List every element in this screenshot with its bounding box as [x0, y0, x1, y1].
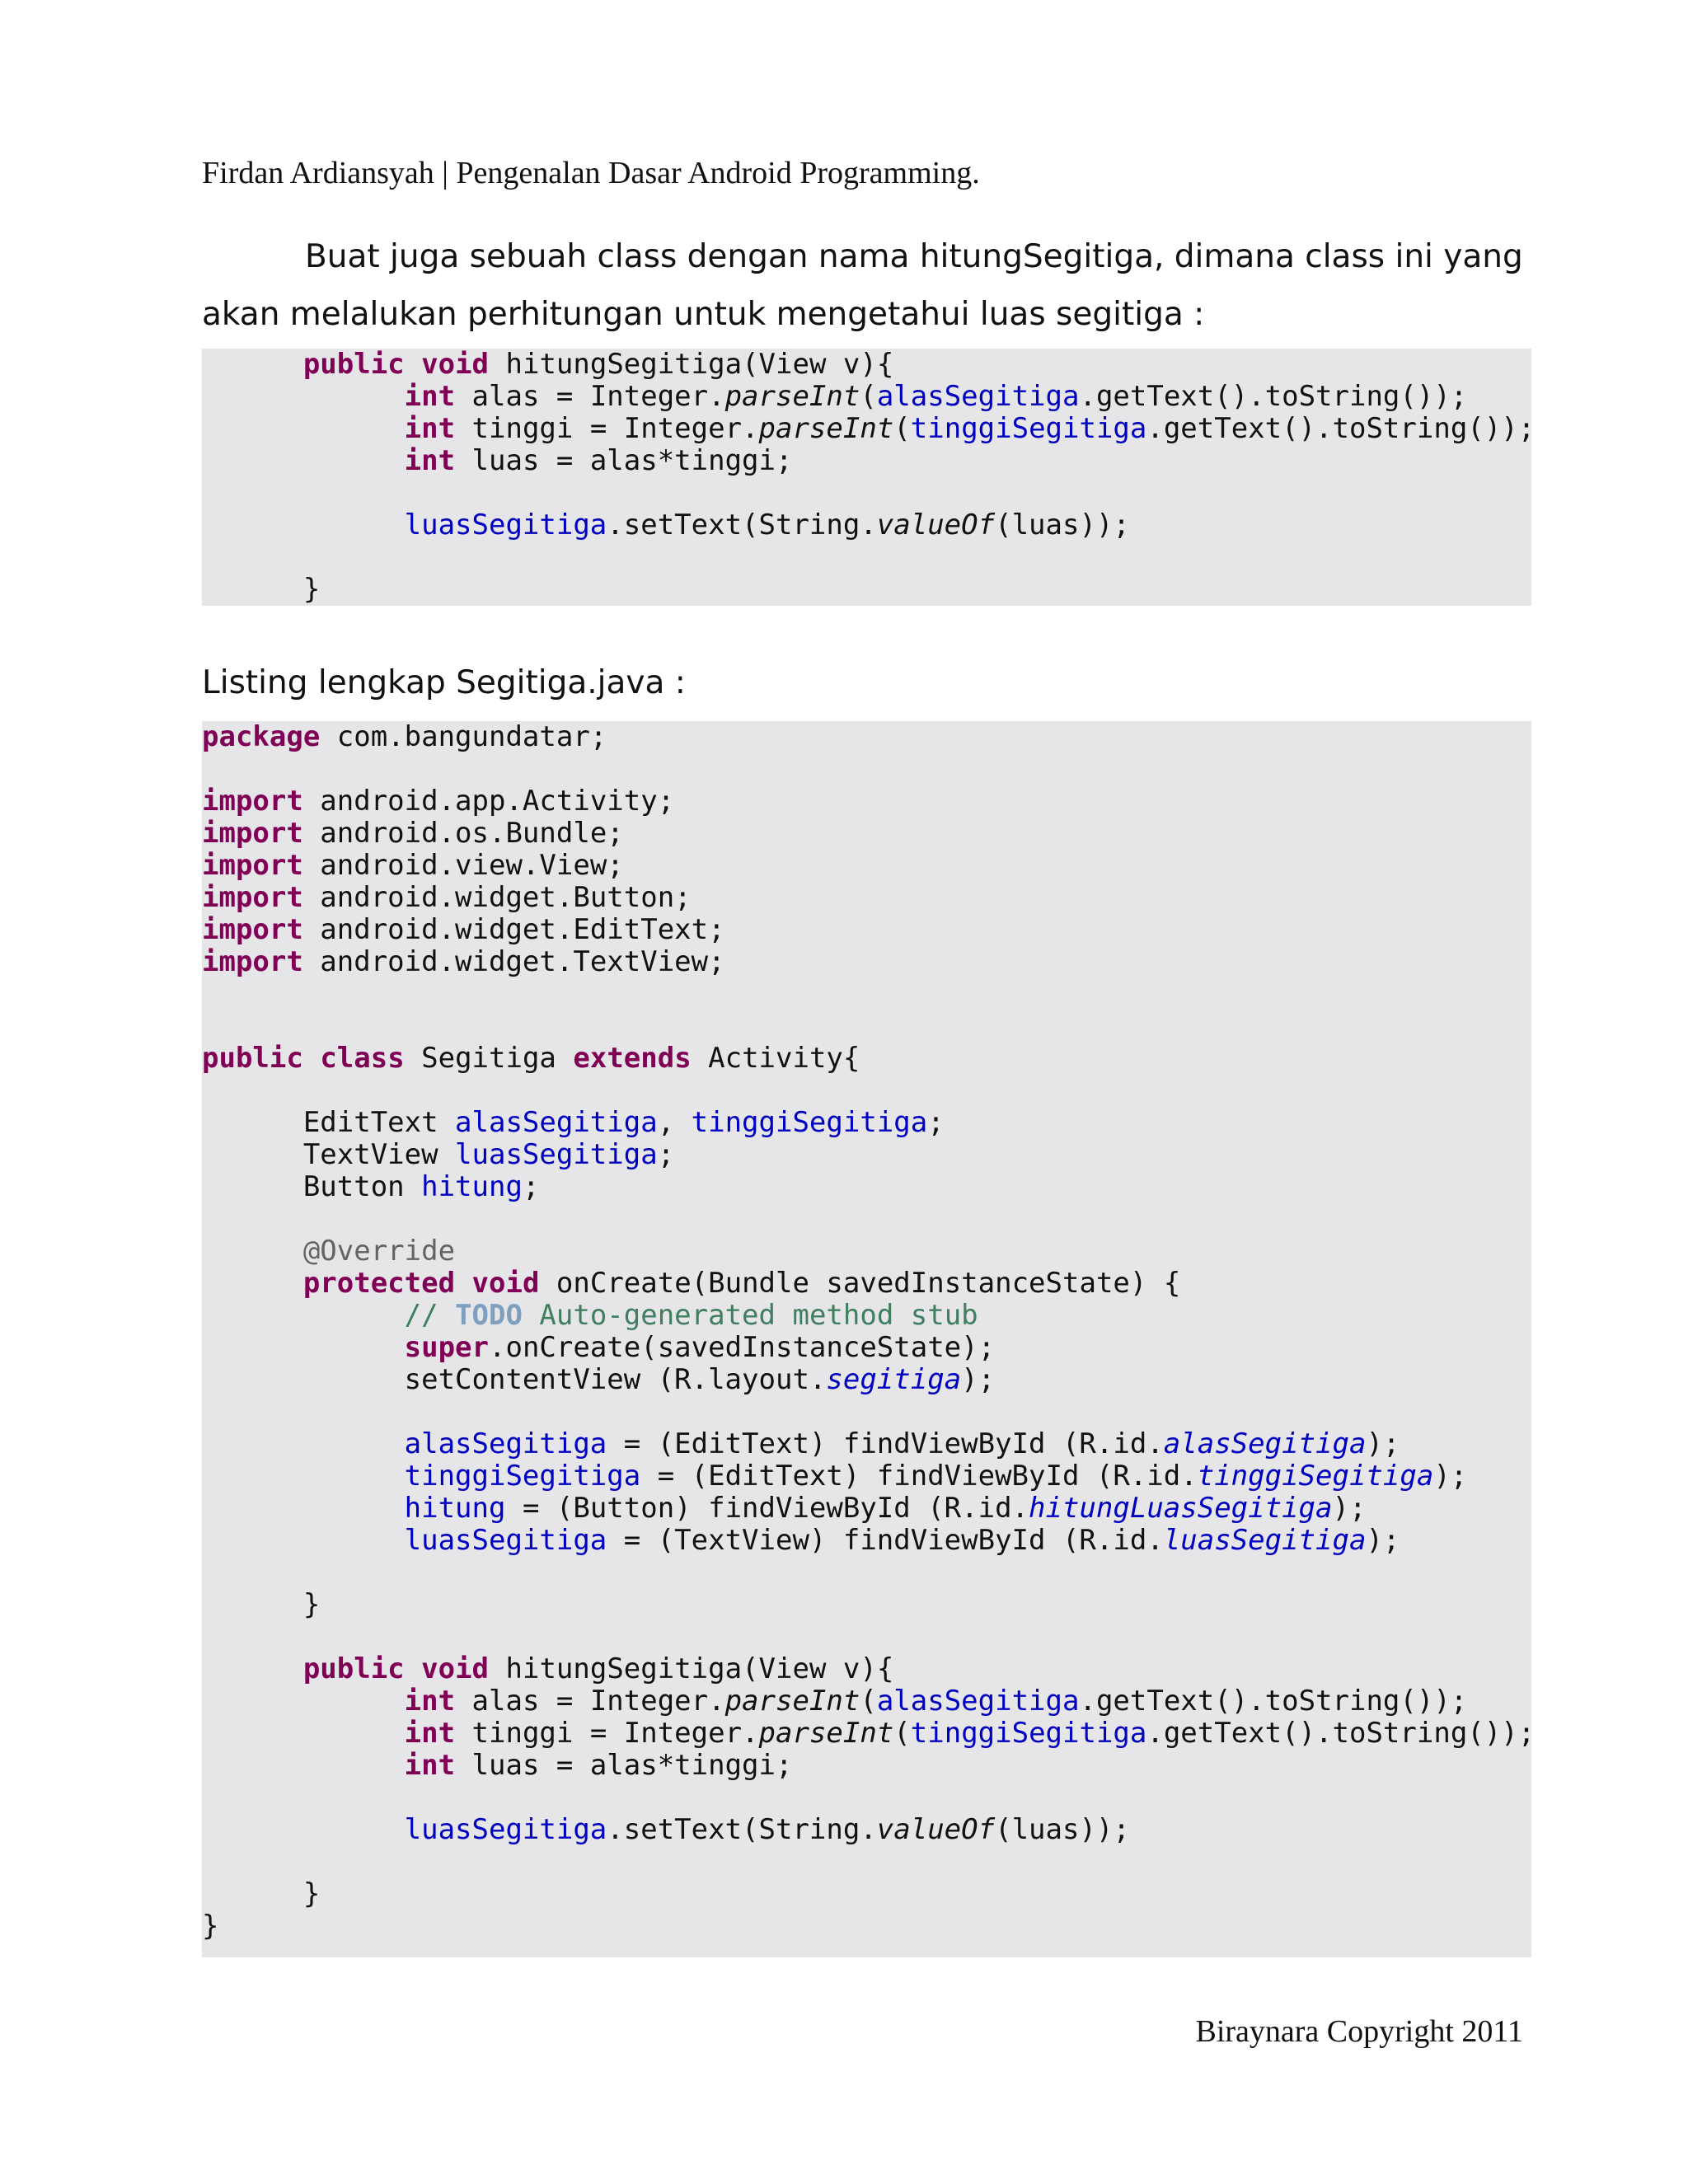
code-keyword: void: [471, 1267, 540, 1300]
code-text: [202, 1460, 405, 1493]
code-field: tinggiSegitiga: [404, 1460, 641, 1493]
code-line: [202, 349, 1535, 381]
code-static-method: parseInt: [758, 412, 894, 445]
code-line: [202, 1364, 1535, 1396]
code-line: [202, 1075, 1535, 1107]
intro-paragraph: [202, 228, 1537, 344]
code-line: [202, 1396, 1535, 1428]
code-line: [202, 1493, 1535, 1525]
code-line: [202, 1718, 1535, 1750]
code-line: [202, 1782, 1535, 1814]
code-text: Activity{: [691, 1042, 860, 1075]
code-text: }: [202, 1910, 219, 1943]
code-line: [202, 1750, 1535, 1782]
code-field: luasSegitiga: [404, 509, 607, 541]
code-text: [202, 1652, 303, 1685]
code-field: tinggiSegitiga: [910, 1717, 1147, 1750]
code-line: [202, 1525, 1535, 1557]
code-text: ;: [522, 1170, 540, 1203]
code-text: [202, 509, 405, 541]
code-line: [202, 1846, 1535, 1878]
code-text: [202, 1717, 405, 1750]
code-text: .setText(String.: [607, 1813, 877, 1846]
code-keyword: int: [404, 1749, 456, 1782]
code-keyword: int: [404, 444, 456, 477]
code-keyword: public: [302, 1652, 405, 1685]
code-text: [202, 1267, 303, 1300]
code-text: EditText: [202, 1106, 456, 1139]
code-line: [202, 541, 1535, 574]
code-keyword: import: [202, 817, 303, 850]
code-keyword: protected: [302, 1267, 456, 1300]
code-text: = (Button) findViewById (R.id.: [505, 1492, 1029, 1525]
code-annotation: @Override: [302, 1235, 456, 1268]
page-header: Firdan Ardiansyah | Pengenalan Dasar Android Programming.: [202, 156, 980, 190]
code-line: [202, 978, 1535, 1010]
code-line: [202, 574, 1535, 606]
intro-text: Buat juga sebuah class dengan nama hitungSegitiga, dimana class ini yang akan melalukan perhitungan untuk mengetahui luas segitiga :: [202, 238, 1523, 333]
code-line: [202, 1653, 1535, 1685]
code-keyword: int: [404, 412, 456, 445]
code-line: [202, 413, 1535, 445]
code-text: Button: [202, 1170, 422, 1203]
code-text: [202, 444, 405, 477]
code-text: );: [1332, 1492, 1367, 1525]
code-text: .getText().toString());: [1146, 412, 1536, 445]
code-keyword: extends: [573, 1042, 692, 1075]
code-text: (: [893, 1717, 911, 1750]
code-text: [202, 1427, 405, 1460]
code-line: [202, 1814, 1535, 1846]
code-line: [202, 509, 1535, 541]
code-keyword: int: [404, 1685, 456, 1718]
code-text: android.widget.Button;: [302, 881, 692, 914]
code-field: alasSegitiga: [876, 1685, 1080, 1718]
code-line: [202, 1878, 1535, 1910]
code-static-field: luasSegitiga: [1163, 1524, 1367, 1557]
code-text: = (TextView) findViewById (R.id.: [607, 1524, 1164, 1557]
code-text: [202, 1331, 405, 1364]
code-text: (: [860, 380, 877, 413]
code-text: [202, 380, 405, 413]
code-line: [202, 1171, 1535, 1203]
code-line: [202, 1910, 1535, 1943]
code-text: }: [202, 1877, 321, 1910]
code-comment: //: [404, 1299, 456, 1332]
code-line: [202, 1043, 1535, 1075]
code-text: com.bangundatar;: [320, 720, 607, 753]
code-text: [202, 1492, 405, 1525]
code-field: tinggiSegitiga: [910, 412, 1147, 445]
code-line: [202, 850, 1535, 882]
code-text: .setText(String.: [607, 509, 877, 541]
code-listing: [202, 349, 1535, 606]
code-text: .onCreate(savedInstanceState);: [489, 1331, 996, 1364]
code-text: luas = alas*tinggi;: [455, 444, 793, 477]
code-text: (: [893, 412, 911, 445]
code-line: [202, 946, 1535, 978]
code-text: [455, 1267, 471, 1300]
code-line: [202, 1428, 1535, 1460]
code-text: [202, 348, 303, 381]
code-text: (luas));: [995, 1813, 1130, 1846]
code-text: hitungSegitiga(View v){: [489, 1652, 894, 1685]
code-text: Segitiga: [404, 1042, 574, 1075]
code-field: hitung: [421, 1170, 523, 1203]
code-keyword: int: [404, 380, 456, 413]
code-field: hitung: [404, 1492, 506, 1525]
code-field: alasSegitiga: [876, 380, 1080, 413]
code-text: [202, 1749, 405, 1782]
code-text: alas = Integer.: [455, 1685, 725, 1718]
code-text: luas = alas*tinggi;: [455, 1749, 793, 1782]
code-text: }: [202, 1588, 321, 1621]
code-static-field: segitiga: [826, 1363, 962, 1396]
code-line: [202, 914, 1535, 946]
code-line: [202, 1235, 1535, 1268]
code-line: [202, 721, 1535, 753]
code-line: [202, 1589, 1535, 1621]
code-text: [202, 412, 405, 445]
code-text: [405, 348, 421, 381]
code-text: android.widget.TextView;: [302, 945, 725, 978]
code-field: alasSegitiga: [404, 1427, 607, 1460]
code-field: alasSegitiga: [455, 1106, 658, 1139]
code-text: ;: [657, 1138, 675, 1171]
code-line: [202, 1557, 1535, 1589]
code-keyword: int: [404, 1717, 456, 1750]
code-text: [202, 1524, 405, 1557]
code-text: android.os.Bundle;: [302, 817, 624, 850]
code-keyword: void: [421, 1652, 490, 1685]
code-field: luasSegitiga: [455, 1138, 658, 1171]
code-text: = (EditText) findViewById (R.id.: [607, 1427, 1164, 1460]
code-todo-tag: TODO: [455, 1299, 523, 1332]
code-line: [202, 381, 1535, 413]
page-footer: Biraynara Copyright 2011: [1195, 2014, 1523, 2049]
code-text: );: [1366, 1427, 1400, 1460]
code-text: (luas));: [995, 509, 1130, 541]
code-text: .getText().toString());: [1146, 1717, 1536, 1750]
code-text: android.widget.EditText;: [302, 913, 725, 946]
code-line: [202, 477, 1535, 509]
code-text: [202, 1813, 405, 1846]
code-static-method: valueOf: [876, 509, 996, 541]
code-text: tinggi = Integer.: [455, 412, 759, 445]
code-line: [202, 445, 1535, 477]
code-text: onCreate(Bundle savedInstanceState) {: [539, 1267, 1181, 1300]
code-text: .getText().toString());: [1079, 380, 1468, 413]
code-line: [202, 818, 1535, 850]
code-text: [202, 1235, 303, 1268]
code-text: ;: [927, 1106, 945, 1139]
listing-heading: Listing lengkap Segitiga.java :: [202, 664, 686, 701]
code-field: tinggiSegitiga: [691, 1106, 928, 1139]
code-line: [202, 1685, 1535, 1718]
code-static-method: parseInt: [724, 1685, 860, 1718]
code-keyword: super: [404, 1331, 489, 1364]
code-text: );: [1433, 1460, 1468, 1493]
code-static-field: tinggiSegitiga: [1197, 1460, 1434, 1493]
code-text: TextView: [202, 1138, 456, 1171]
code-keyword: import: [202, 785, 303, 818]
code-line: [202, 1332, 1535, 1364]
code-text: ,: [657, 1106, 692, 1139]
code-line: [202, 785, 1535, 818]
code-field: luasSegitiga: [404, 1813, 607, 1846]
code-line: [202, 1139, 1535, 1171]
code-line: [202, 1107, 1535, 1139]
code-text: = (EditText) findViewById (R.id.: [640, 1460, 1198, 1493]
code-text: [202, 1299, 405, 1332]
code-keyword: public: [302, 348, 405, 381]
code-static-field: alasSegitiga: [1163, 1427, 1367, 1460]
code-line: [202, 1460, 1535, 1493]
code-block-segitiga-java: [202, 720, 1536, 1957]
code-text: }: [202, 573, 321, 606]
code-static-method: valueOf: [876, 1813, 996, 1846]
code-text: android.view.View;: [302, 849, 624, 882]
code-listing: [202, 721, 1535, 1943]
code-text: );: [961, 1363, 996, 1396]
code-block-hitung-segitiga: [202, 348, 1536, 606]
code-line: [202, 1621, 1535, 1653]
code-line: [202, 1203, 1535, 1235]
code-keyword: public: [202, 1042, 303, 1075]
code-comment: Auto-generated method stub: [522, 1299, 978, 1332]
code-text: android.app.Activity;: [302, 785, 675, 818]
code-text: (: [860, 1685, 877, 1718]
code-static-method: parseInt: [724, 380, 860, 413]
code-text: .getText().toString());: [1079, 1685, 1468, 1718]
code-text: alas = Integer.: [455, 380, 725, 413]
code-keyword: import: [202, 881, 303, 914]
code-text: );: [1366, 1524, 1400, 1557]
code-keyword: import: [202, 913, 303, 946]
code-text: hitungSegitiga(View v){: [489, 348, 894, 381]
code-text: tinggi = Integer.: [455, 1717, 759, 1750]
code-text: [303, 1042, 320, 1075]
code-keyword: class: [320, 1042, 405, 1075]
code-text: [202, 1685, 405, 1718]
code-keyword: import: [202, 849, 303, 882]
code-keyword: void: [421, 348, 490, 381]
code-line: [202, 882, 1535, 914]
code-keyword: package: [202, 720, 321, 753]
code-static-method: parseInt: [758, 1717, 894, 1750]
code-line: [202, 753, 1535, 785]
code-field: luasSegitiga: [404, 1524, 607, 1557]
code-line: [202, 1268, 1535, 1300]
code-line: [202, 1300, 1535, 1332]
code-text: [405, 1652, 421, 1685]
code-keyword: import: [202, 945, 303, 978]
code-static-field: hitungLuasSegitiga: [1029, 1492, 1333, 1525]
code-text: setContentView (R.layout.: [202, 1363, 827, 1396]
code-line: [202, 1010, 1535, 1043]
